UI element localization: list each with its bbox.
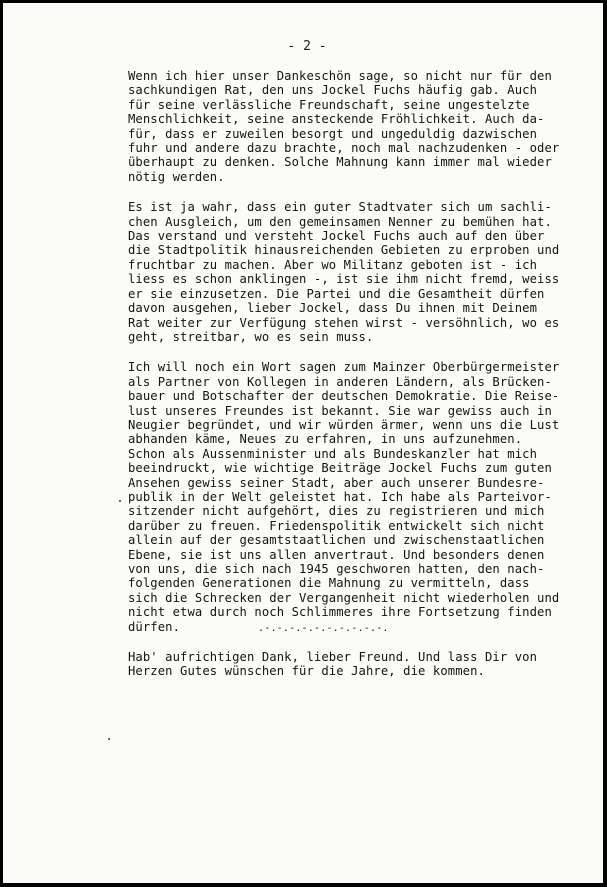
text-line: chen Ausgleich, um den gemeinsamen Nenner zu bemühen hat. (128, 214, 552, 229)
text-line: sitzender nicht aufgehört, dies zu registrieren und mich (128, 504, 545, 519)
text-line: sich die Schrecken der Vergangenheit nicht wiederholen und (128, 590, 560, 605)
text-line: Neugier begründet, und wir würden ärmer, wenn uns die Lust (128, 417, 560, 432)
letter-body (128, 69, 568, 695)
text-line: sachkundigen Rat, den uns Jockel Fuchs häufig gab. Auch (128, 83, 538, 98)
paragraph-3 (128, 360, 568, 634)
text-line: Herzen Gutes wünschen für die Jahre, die kommen. (128, 664, 485, 679)
text-line: bauer und Botschafter der deutschen Demokratie. Die Reise- (128, 389, 560, 404)
text-line: fuhr und andere dazu brachte, noch mal nachzudenken - oder (128, 141, 560, 156)
text-line: von uns, die sich nach 1945 geschworen hatten, den nach- (128, 562, 545, 576)
paragraph-1 (128, 69, 568, 184)
text-line: Menschlichkeit, seine ansteckende Fröhlichkeit. Auch da- (128, 112, 545, 127)
text-line: davon ausgehen, lieber Jockel, dass Du ihnen mit Deinem (128, 301, 538, 316)
text-line: Hab' aufrichtigen Dank, lieber Freund. Und lass Dir von (128, 650, 538, 665)
text-line: er sie einzusetzen. Die Partei und die Gesamtheit dürfen (128, 286, 545, 301)
document-page (3, 3, 603, 883)
text-line: nicht etwa durch noch Schlimmeres ihre Fortsetzung finden (128, 605, 552, 620)
text-line: dürfen. (128, 619, 181, 634)
text-line: die Stadtpolitik hinausreichenden Gebieten zu erproben und (128, 243, 560, 258)
text-line: lust unseres Freundes ist bekannt. Sie war gewiss auch in (128, 403, 552, 418)
section-separator: .-.-.-.-.-.-.-.-.-.-. (258, 623, 389, 634)
text-line: als Partner von Kollegen in anderen Ländern, als Brücken- (128, 374, 552, 389)
page-number: - 2 - (287, 39, 327, 54)
text-line: Ebene, sie ist uns allen anvertraut. Und besonders denen (128, 547, 545, 562)
text-line: überhaupt zu denken. Solche Mahnung kann immer mal wieder (128, 155, 552, 170)
text-line: Das verstand und versteht Jockel Fuchs auch auf den über (128, 229, 545, 244)
text-line: Ich will noch ein Wort sagen zum Mainzer Oberbürgermeister (128, 360, 560, 375)
text-line: nötig werden. (128, 169, 225, 184)
text-line: liess es schon anklingen -, ist sie ihm nicht fremd, weiss (128, 272, 560, 287)
text-line: folgenden Generationen die Mahnung zu vermitteln, dass (128, 576, 530, 591)
text-line: Wenn ich hier unser Dankeschön sage, so nicht nur für den (128, 69, 552, 83)
text-line: darüber zu freuen. Friedenspolitik entwickelt sich nicht (128, 518, 545, 533)
text-line: Rat weiter zur Verfügung stehen wirst - versöhnlich, wo es (128, 315, 560, 330)
text-line: fruchtbar zu machen. Aber wo Militanz geboten ist - ich (128, 257, 538, 272)
scan-speck (119, 500, 121, 502)
text-line: für, dass er zuweilen besorgt und ungeduldig dazwischen (128, 126, 538, 141)
text-line: für seine verlässliche Freundschaft, seine ungestelzte (128, 97, 530, 112)
paragraph-4 (128, 650, 568, 679)
text-line: beeindruckt, wie wichtige Beiträge Jockel Fuchs zum guten (128, 461, 552, 476)
scan-speck (108, 738, 110, 740)
text-line: Schon als Aussenminister und als Bundeskanzler hat mich (128, 446, 538, 461)
text-line: Ansehen gewiss seiner Stadt, aber auch unserer Bundesre- (128, 475, 545, 490)
text-line: geht, streitbar, wo es sein muss. (128, 329, 374, 344)
paragraph-2 (128, 200, 568, 344)
text-line: allein auf der gesamtstaatlichen und zwischenstaatlichen (128, 533, 545, 548)
text-line: publik in der Welt geleistet hat. Ich habe als Parteivor- (128, 489, 552, 504)
text-line: abhanden käme, Neues zu erfahren, in uns aufzunehmen. (128, 432, 523, 447)
text-line: Es ist ja wahr, dass ein guter Stadtvater sich um sachli- (128, 200, 552, 215)
